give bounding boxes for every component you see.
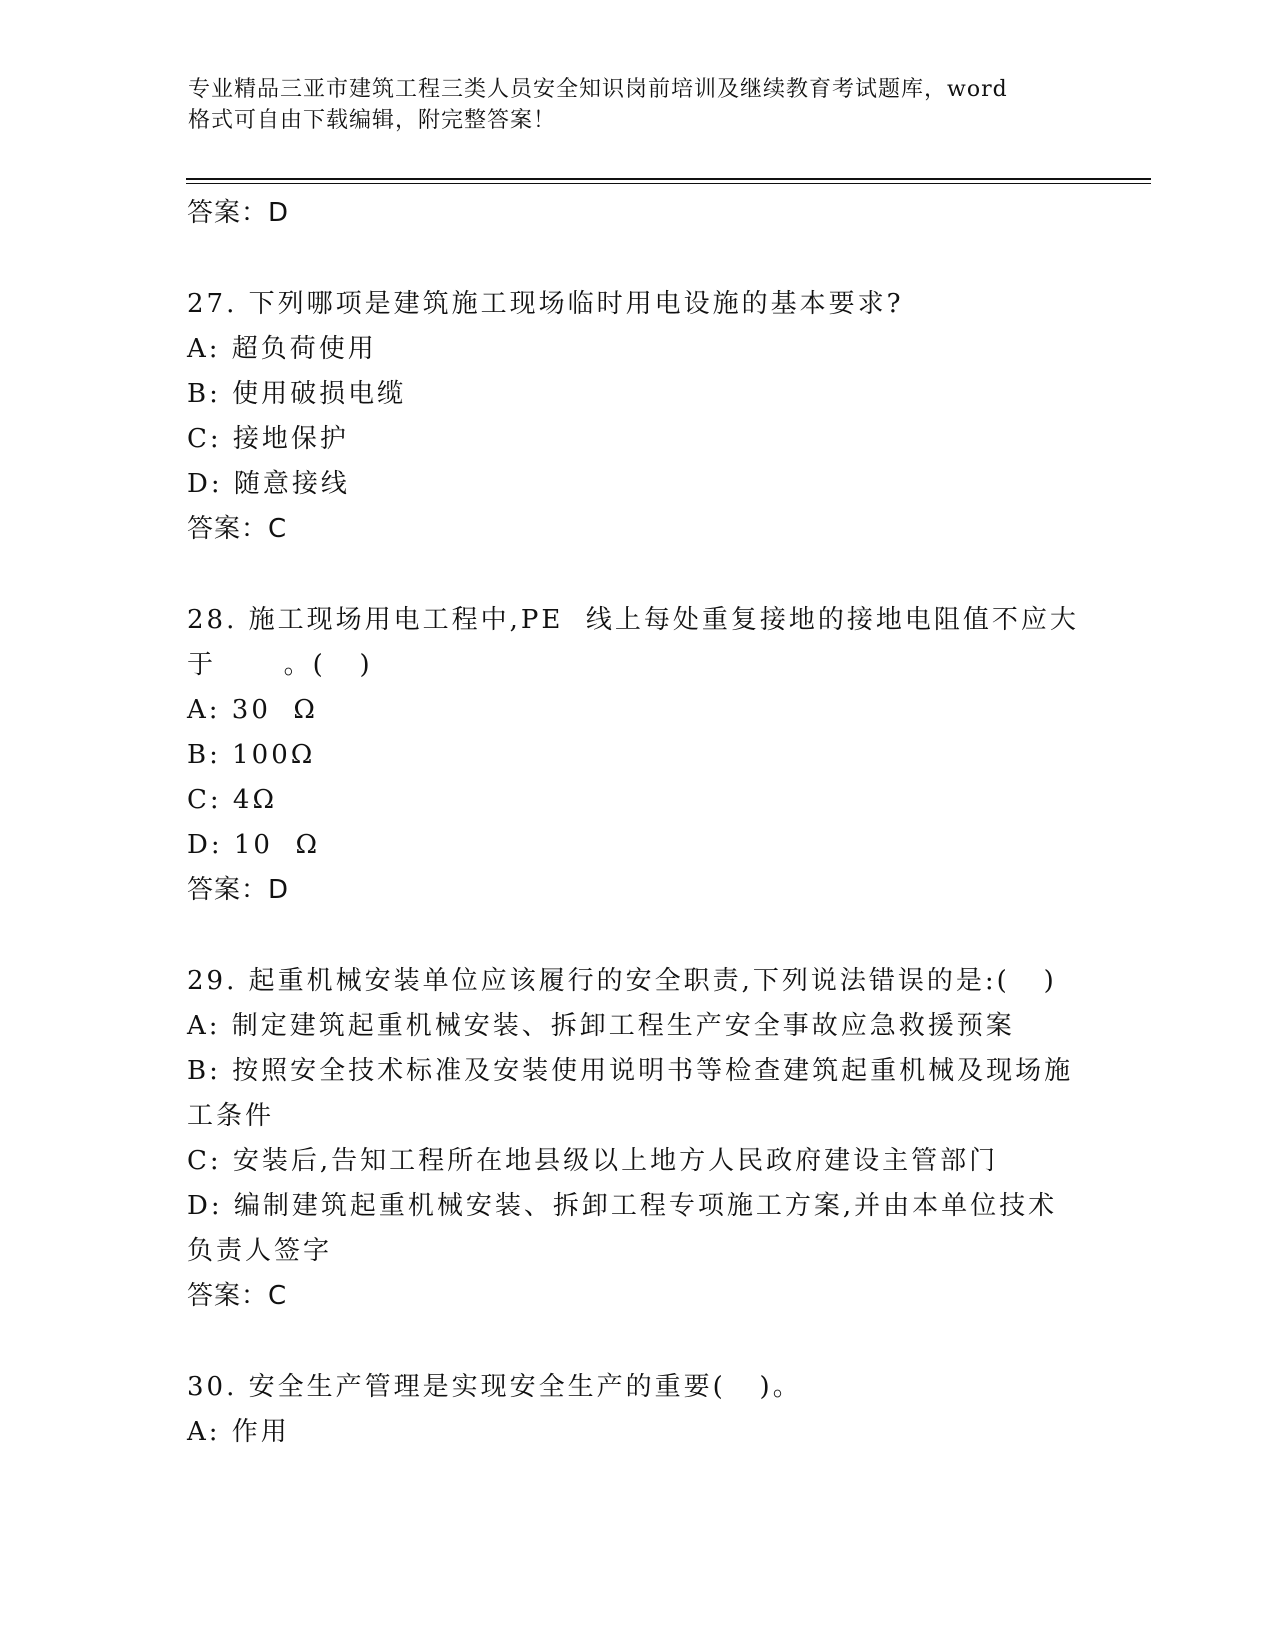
question-list	[187, 191, 1087, 1455]
header-rule-thick	[186, 178, 1151, 180]
question-29	[187, 959, 1087, 1319]
question-stem: 30. 安全生产管理是实现安全生产的重要( )。	[187, 1372, 802, 1402]
option-c: C: 4Ω	[187, 785, 278, 815]
question-27	[187, 282, 1087, 552]
option-c: C: 接地保护	[187, 424, 349, 454]
answer: 答案：D	[187, 875, 290, 905]
answer-previous: 答案：D	[187, 198, 290, 228]
option-b: B: 100Ω	[187, 740, 316, 770]
option-a: A: 超负荷使用	[187, 334, 377, 364]
question-stem: 29. 起重机械安装单位应该履行的安全职责,下列说法错误的是:( )	[187, 966, 1057, 996]
question-28	[187, 598, 1087, 913]
option-a: A: 30 Ω	[187, 695, 318, 725]
question-30	[187, 1365, 1087, 1455]
option-a: A: 制定建筑起重机械安装、拆卸工程生产安全事故应急救援预案	[187, 1011, 1015, 1041]
header-title-line-2: 格式可自由下载编辑，附完整答案！	[188, 108, 557, 133]
option-d-continued: 负责人签字	[187, 1236, 333, 1266]
question-stem: 27. 下列哪项是建筑施工现场临时用电设施的基本要求?	[187, 289, 904, 319]
option-c: C: 安装后,告知工程所在地县级以上地方人民政府建设主管部门	[187, 1146, 999, 1176]
option-a: A: 作用	[187, 1417, 290, 1447]
option-d: D: 10 Ω	[187, 830, 321, 860]
header-title-line-1: 专业精品三亚市建筑工程三类人员安全知识岗前培训及继续教育考试题库，word	[188, 77, 1008, 102]
header-rule-thin	[186, 183, 1151, 184]
question-stem-line-2: 于 。( )	[187, 650, 373, 680]
option-d: D: 编制建筑起重机械安装、拆卸工程专项施工方案,并由本单位技术	[187, 1191, 1058, 1221]
option-b-continued: 工条件	[187, 1101, 275, 1131]
option-b: B: 使用破损电缆	[187, 379, 407, 409]
question-stem-line-1: 28. 施工现场用电工程中,PE 线上每处重复接地的接地电阻值不应大	[187, 605, 1079, 635]
answer: 答案：C	[187, 1281, 288, 1311]
option-d: D: 随意接线	[187, 469, 350, 499]
option-b: B: 按照安全技术标准及安装使用说明书等检查建筑起重机械及现场施	[187, 1056, 1074, 1086]
document-header	[188, 74, 1068, 136]
answer: 答案：C	[187, 514, 288, 544]
